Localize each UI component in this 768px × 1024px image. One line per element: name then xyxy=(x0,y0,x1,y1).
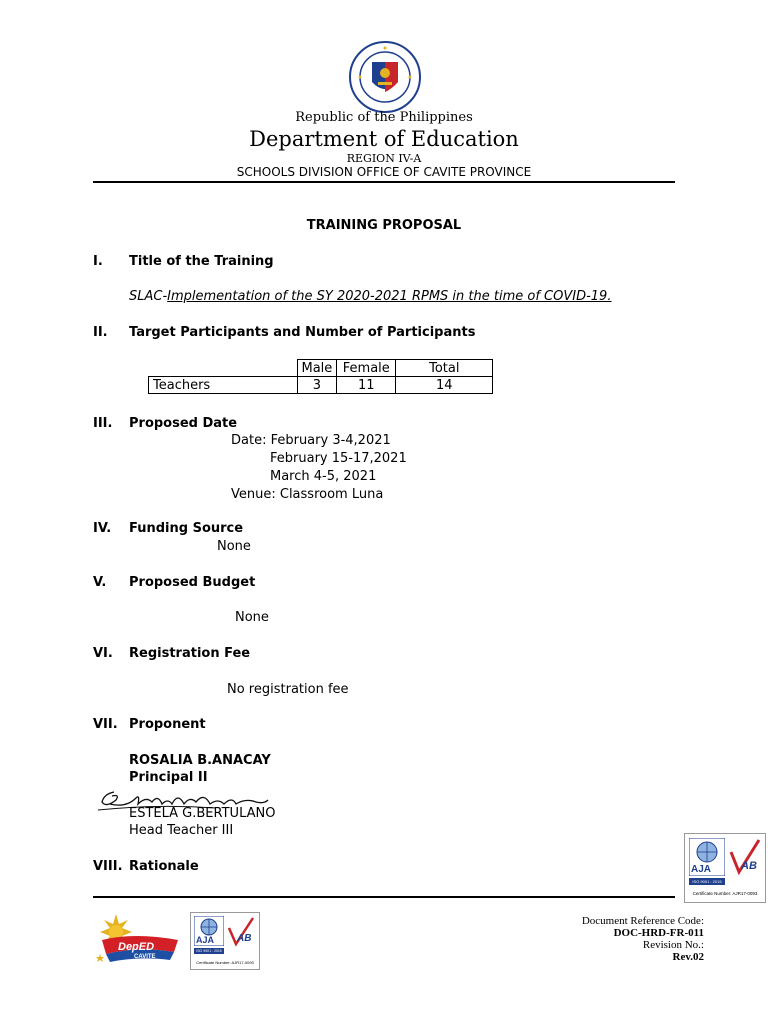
table-row xyxy=(149,377,493,394)
training-title-prefix: SLAC- xyxy=(129,289,168,304)
table-header-row xyxy=(149,360,493,377)
proponent-name-1: ROSALIA B.ANACAY xyxy=(129,753,271,768)
table-header-blank xyxy=(149,360,298,377)
section-1-number: I. xyxy=(93,254,103,269)
proponent-role-2: Head Teacher III xyxy=(129,823,234,838)
certification-badge-right xyxy=(684,833,766,903)
section-2-title: Target Participants and Number of Participants xyxy=(129,325,476,340)
doc-ref-code: DOC-HRD-FR-011 xyxy=(613,927,704,939)
date-line-3: March 4-5, 2021 xyxy=(270,469,377,484)
ab-label-footer: AB xyxy=(237,933,252,944)
ab-mark-footer xyxy=(227,916,255,956)
section-8-title: Rationale xyxy=(129,859,199,874)
header-divider xyxy=(93,181,675,183)
iso-label: ISO 9001 : 2015 xyxy=(689,878,725,885)
deped-cavite-logo xyxy=(94,910,182,968)
department-title: Department of Education xyxy=(249,127,519,151)
doc-ref-label: Document Reference Code: xyxy=(581,915,704,927)
certification-badge-footer xyxy=(190,912,260,970)
section-5-title: Proposed Budget xyxy=(129,575,256,590)
document-title: TRAINING PROPOSAL xyxy=(306,218,462,233)
training-title xyxy=(129,289,611,304)
registration-value: No registration fee xyxy=(227,682,349,697)
table-header-male: Male xyxy=(297,360,337,377)
section-4-number: IV. xyxy=(93,521,112,536)
table-header-total: Total xyxy=(396,360,493,377)
table-cell-category: Teachers xyxy=(149,377,298,394)
training-title-text: Implementation of the SY 2020-2021 RPMS in the time of COVID-19. xyxy=(167,289,612,304)
revision-value: Rev.02 xyxy=(672,951,704,963)
section-1-title: Title of the Training xyxy=(129,254,274,269)
cert-number: Certificate Number: AJR17-0093 xyxy=(692,891,758,896)
aja-label-footer: AJA xyxy=(196,935,215,945)
section-3-number: III. xyxy=(93,416,113,431)
revision-label: Revision No.: xyxy=(642,939,704,951)
proponent-role-1: Principal II xyxy=(129,770,208,785)
deped-seal-icon xyxy=(348,40,422,114)
region-line: REGION IV-A xyxy=(346,152,422,165)
ab-label: AB xyxy=(741,860,757,872)
table-header-female: Female xyxy=(337,360,396,377)
ab-mark xyxy=(729,838,761,886)
deped-logo-text: DepED xyxy=(118,941,155,953)
section-6-number: VI. xyxy=(93,646,113,661)
section-4-title: Funding Source xyxy=(129,521,244,536)
section-2-number: II. xyxy=(93,325,108,340)
section-7-number: VII. xyxy=(93,717,118,732)
deped-logo-sub: CAVITE xyxy=(134,954,156,960)
table-cell-total: 14 xyxy=(396,377,493,394)
section-8-number: VIII. xyxy=(93,859,123,874)
section-6-title: Registration Fee xyxy=(129,646,251,661)
republic-line: Republic of the Philippines xyxy=(295,110,473,125)
aja-label: AJA xyxy=(691,864,712,875)
iso-label-footer: ISO 9001 : 2015 xyxy=(194,948,224,954)
date-line-1: Date: February 3-4,2021 xyxy=(231,433,391,448)
table-cell-male: 3 xyxy=(297,377,337,394)
table-cell-female: 11 xyxy=(337,377,396,394)
budget-value: None xyxy=(235,610,269,625)
cert-number-footer: Certificate Number: AJR17-0093 xyxy=(196,960,254,965)
proponent-name-2: ESTELA G.BERTULANO xyxy=(129,806,276,821)
section-7-title: Proponent xyxy=(129,717,206,732)
venue-line: Venue: Classroom Luna xyxy=(231,487,384,502)
participants-table xyxy=(148,359,493,394)
footer-divider xyxy=(93,896,675,898)
date-line-2: February 15-17,2021 xyxy=(270,451,407,466)
funding-value: None xyxy=(217,539,251,554)
division-line: SCHOOLS DIVISION OFFICE OF CAVITE PROVINCE xyxy=(236,165,532,179)
section-3-title: Proposed Date xyxy=(129,416,238,431)
section-5-number: V. xyxy=(93,575,107,590)
